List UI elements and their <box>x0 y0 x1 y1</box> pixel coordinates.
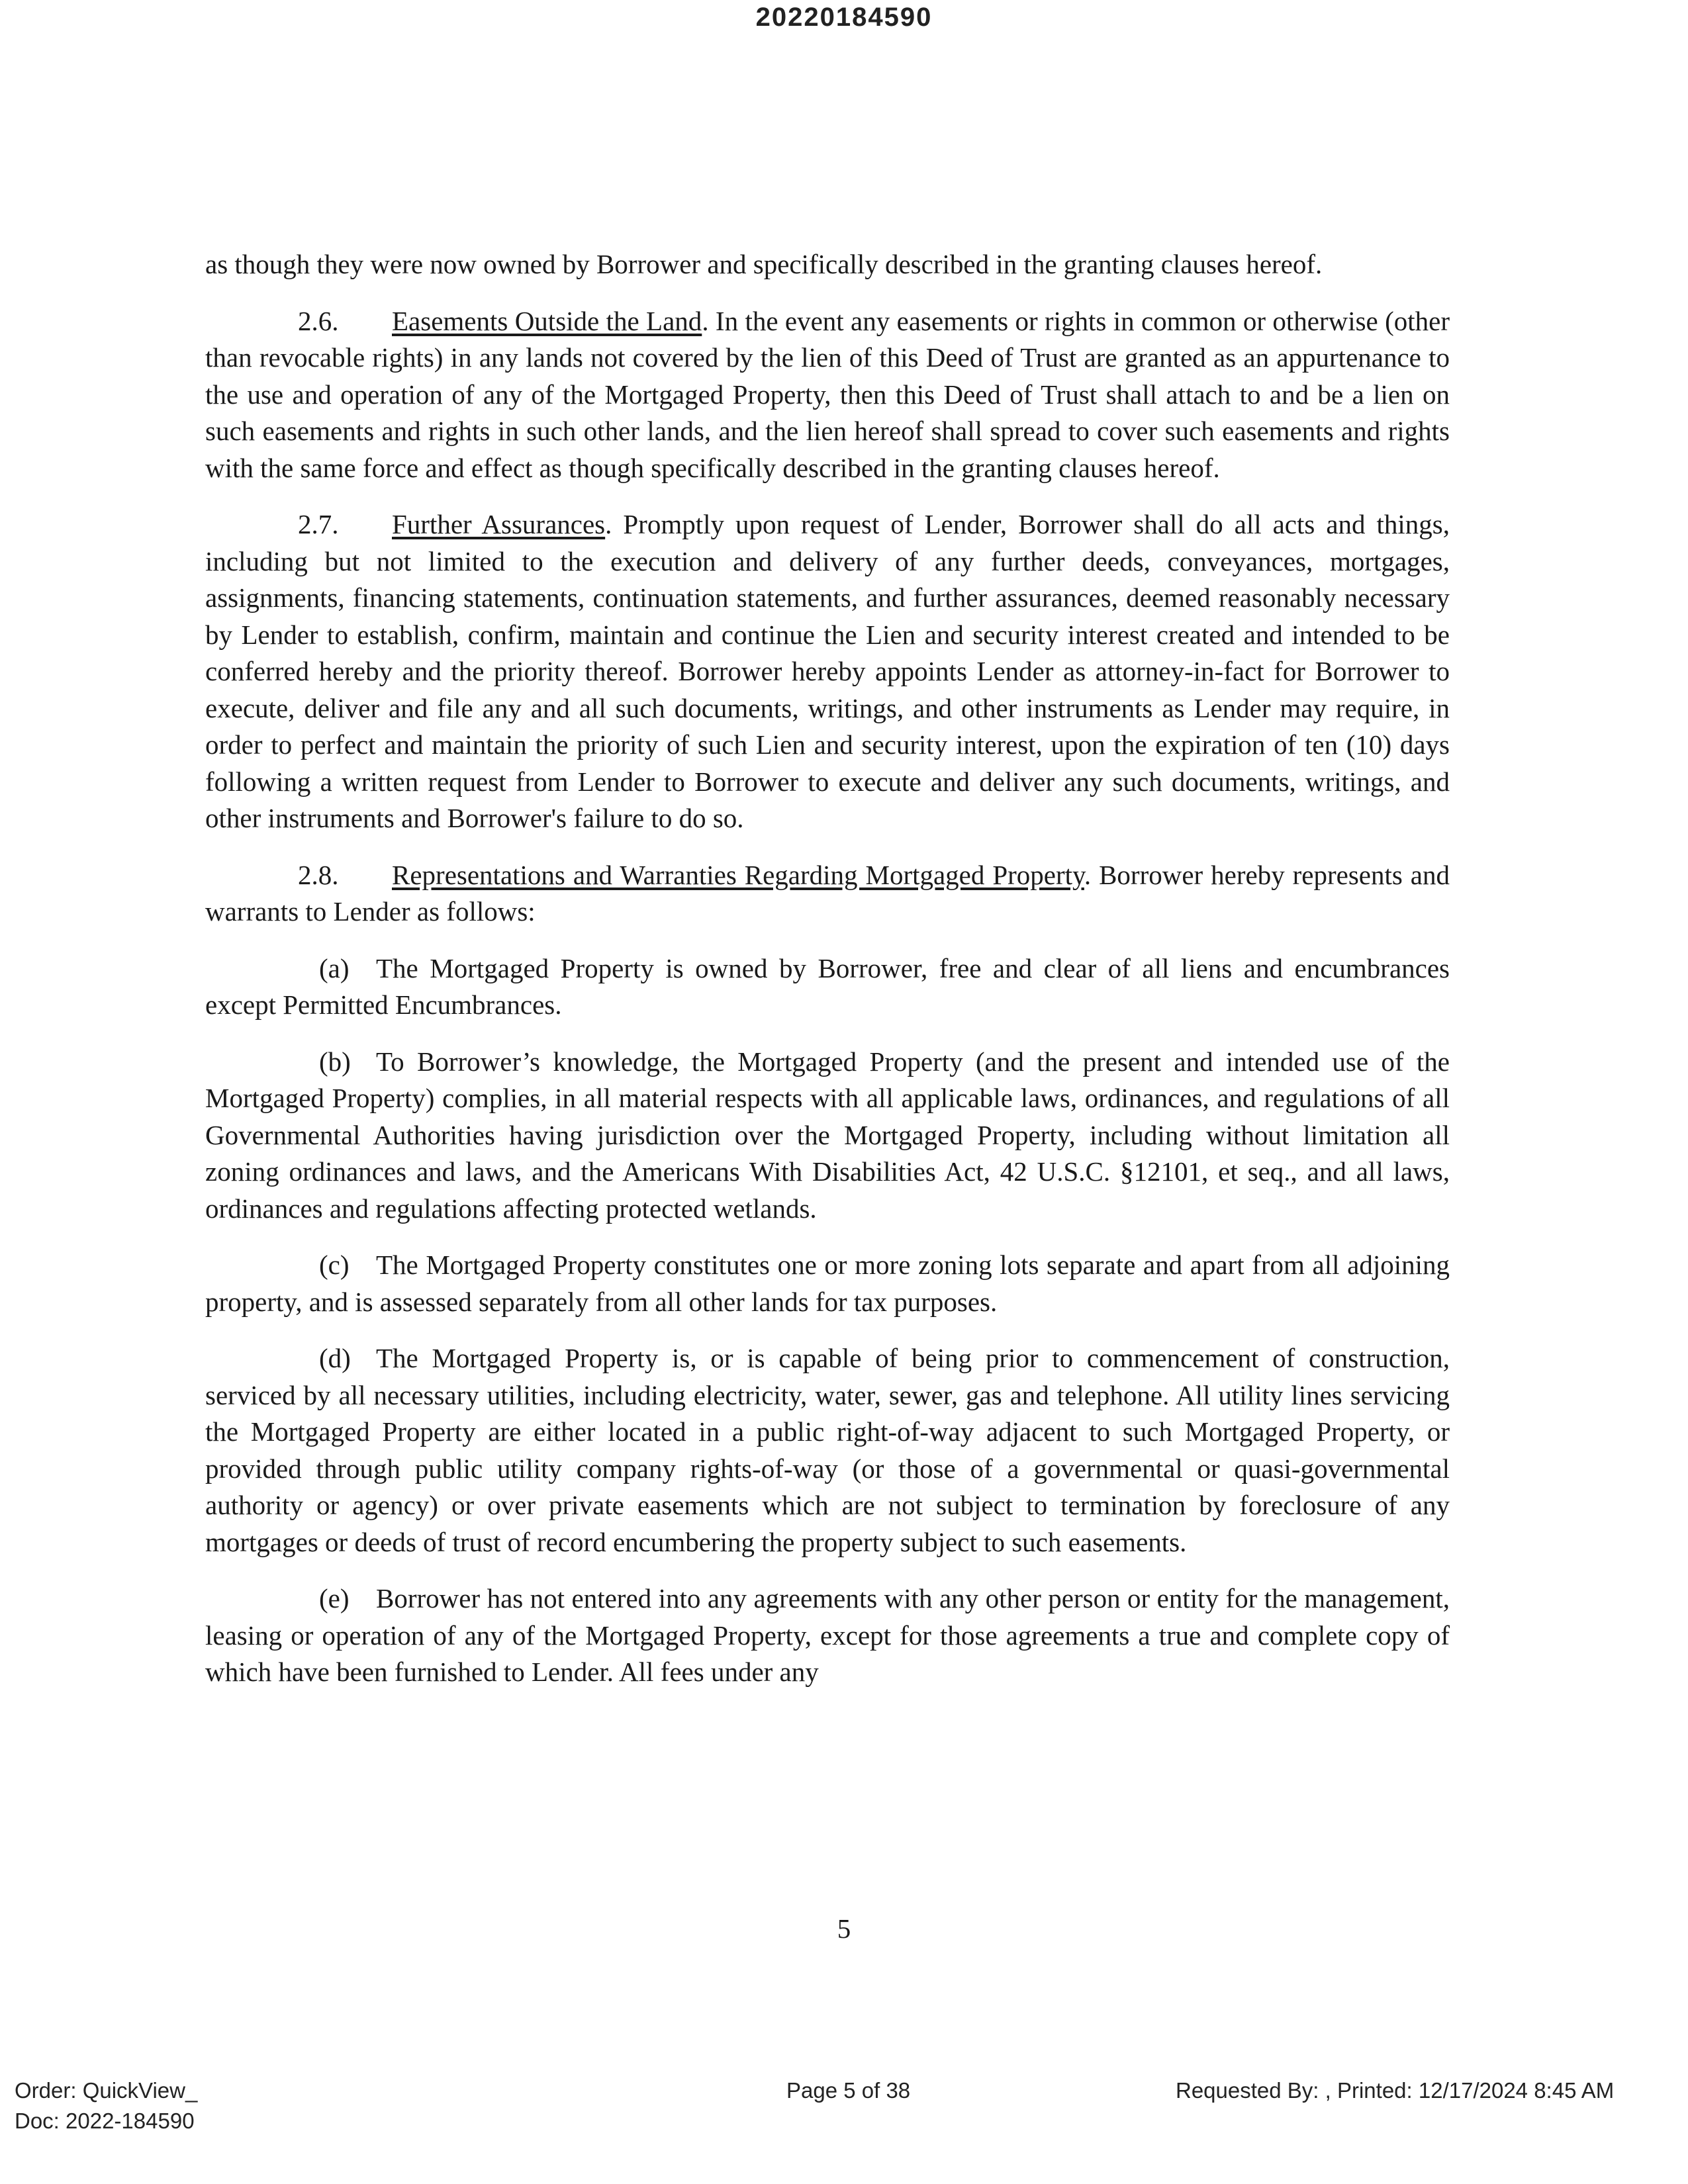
subsection-text: The Mortgaged Property is owned by Borrower, free and clear of all liens and encumbrances except Permitted Encumbrances. <box>205 952 1450 1020</box>
subsection-text: To Borrower’s knowledge, the Mortgaged Property (and the present and intended use of the Mortgaged Property) complies, in all material respects with all applicable laws, ordinances, and regulations of all Governmental Authorities having jurisdiction over the Mortgaged Property, including without limitation all zoning ordinances and laws, and the Americans With Disabilities Act, 42 U.S.C. §12101, et seq., and all laws, ordinances and regulations affecting protected wetlands. <box>205 1046 1450 1224</box>
page-number: 5 <box>837 1913 851 1944</box>
section-title: Further Assurances <box>392 509 606 539</box>
subsection-text: The Mortgaged Property is, or is capable of being prior to commencement of construction, serviced by all necessary utilities, including electricity, water, sewer, gas and telephone. All utility lines servicing the Mortgaged Property are either located in a public right-of-way adjacent to such Mortgaged Property, or provided through public utility company rights-of-way (or those of a governmental or quasi-governmental authority or agency) or over private easements which are not subject to termination by foreclosure of any mortgages or deeds of trust of record encumbering the property subject to such easements. <box>205 1343 1450 1557</box>
section-title: Easements Outside the Land <box>392 305 702 336</box>
footer-order: Order: QuickView_ <box>15 2078 198 2103</box>
subsection-a <box>205 950 1450 1024</box>
subsection-label: (e) <box>319 1583 350 1614</box>
continued-paragraph: as though they were now owned by Borrower and specifically described in the granting clauses hereof. <box>205 249 1323 279</box>
subsection-text: The Mortgaged Property constitutes one or more zoning lots separate and apart from all adjoining property, and is assessed separately from all other lands for tax purposes. <box>205 1250 1450 1317</box>
section-number: 2.7. <box>298 509 339 539</box>
footer-page-count: Page 5 of 38 <box>786 2078 911 2103</box>
section-2-6 <box>205 303 1450 487</box>
section-2-7 <box>205 506 1450 837</box>
section-text: . Borrower hereby represents and warrants to Lender as follows: <box>205 859 1450 927</box>
footer-doc: Doc: 2022-184590 <box>15 2109 195 2133</box>
section-text: . In the event any easements or rights in common or otherwise (other than revocable rights) in any lands not covered by the lien of this Deed of Trust are granted as an appurtenance to the use and operation of any of the Mortgaged Property, then this Deed of Trust shall attach to and be a lien on such easements and rights in such other lands, and the lien hereof shall spread to cover such easements and rights with the same force and effect as though specifically described in the granting clauses hereof. <box>205 305 1450 483</box>
subsection-label: (d) <box>319 1343 351 1373</box>
subsection-text: Borrower has not entered into any agreements with any other person or entity for the management, leasing or operation of any of the Mortgaged Property, except for those agreements a true and complete copy of which have been furnished to Lender. All fees under any <box>205 1583 1450 1687</box>
subsection-b <box>205 1044 1450 1228</box>
subsection-d <box>205 1340 1450 1561</box>
document-body <box>205 246 1450 1711</box>
subsection-label: (c) <box>319 1250 350 1280</box>
section-2-8 <box>205 857 1450 931</box>
section-number: 2.6. <box>298 305 339 336</box>
subsection-label: (b) <box>319 1046 351 1077</box>
footer-requested-printed: Requested By: , Printed: 12/17/2024 8:45 AM <box>1176 2078 1615 2103</box>
subsection-c <box>205 1247 1450 1320</box>
recording-number: 20220184590 <box>755 3 933 32</box>
subsection-e <box>205 1580 1450 1691</box>
section-title: Representations and Warranties Regarding Mortgaged Property <box>392 859 1084 890</box>
subsection-label: (a) <box>319 952 350 983</box>
section-number: 2.8. <box>298 859 339 890</box>
section-text: . Promptly upon request of Lender, Borrower shall do all acts and things, including but not limited to the execution and delivery of any further deeds, conveyances, mortgages, assignments, financing statements, continuation statements, and further assurances, deemed reasonably necessary by Lender to establish, confirm, maintain and continue the Lien and security interest created and intended to be conferred hereby and the priority thereof. Borrower hereby appoints Lender as attorney-in-fact for Borrower to execute, deliver and file any and all such documents, writings, and other instruments as Lender may require, in order to perfect and maintain the priority of such Lien and security interest, upon the expiration of ten (10) days following a written request from Lender to Borrower to execute and deliver any such documents, writings, and other instruments and Borrower's failure to do so. <box>205 509 1450 833</box>
